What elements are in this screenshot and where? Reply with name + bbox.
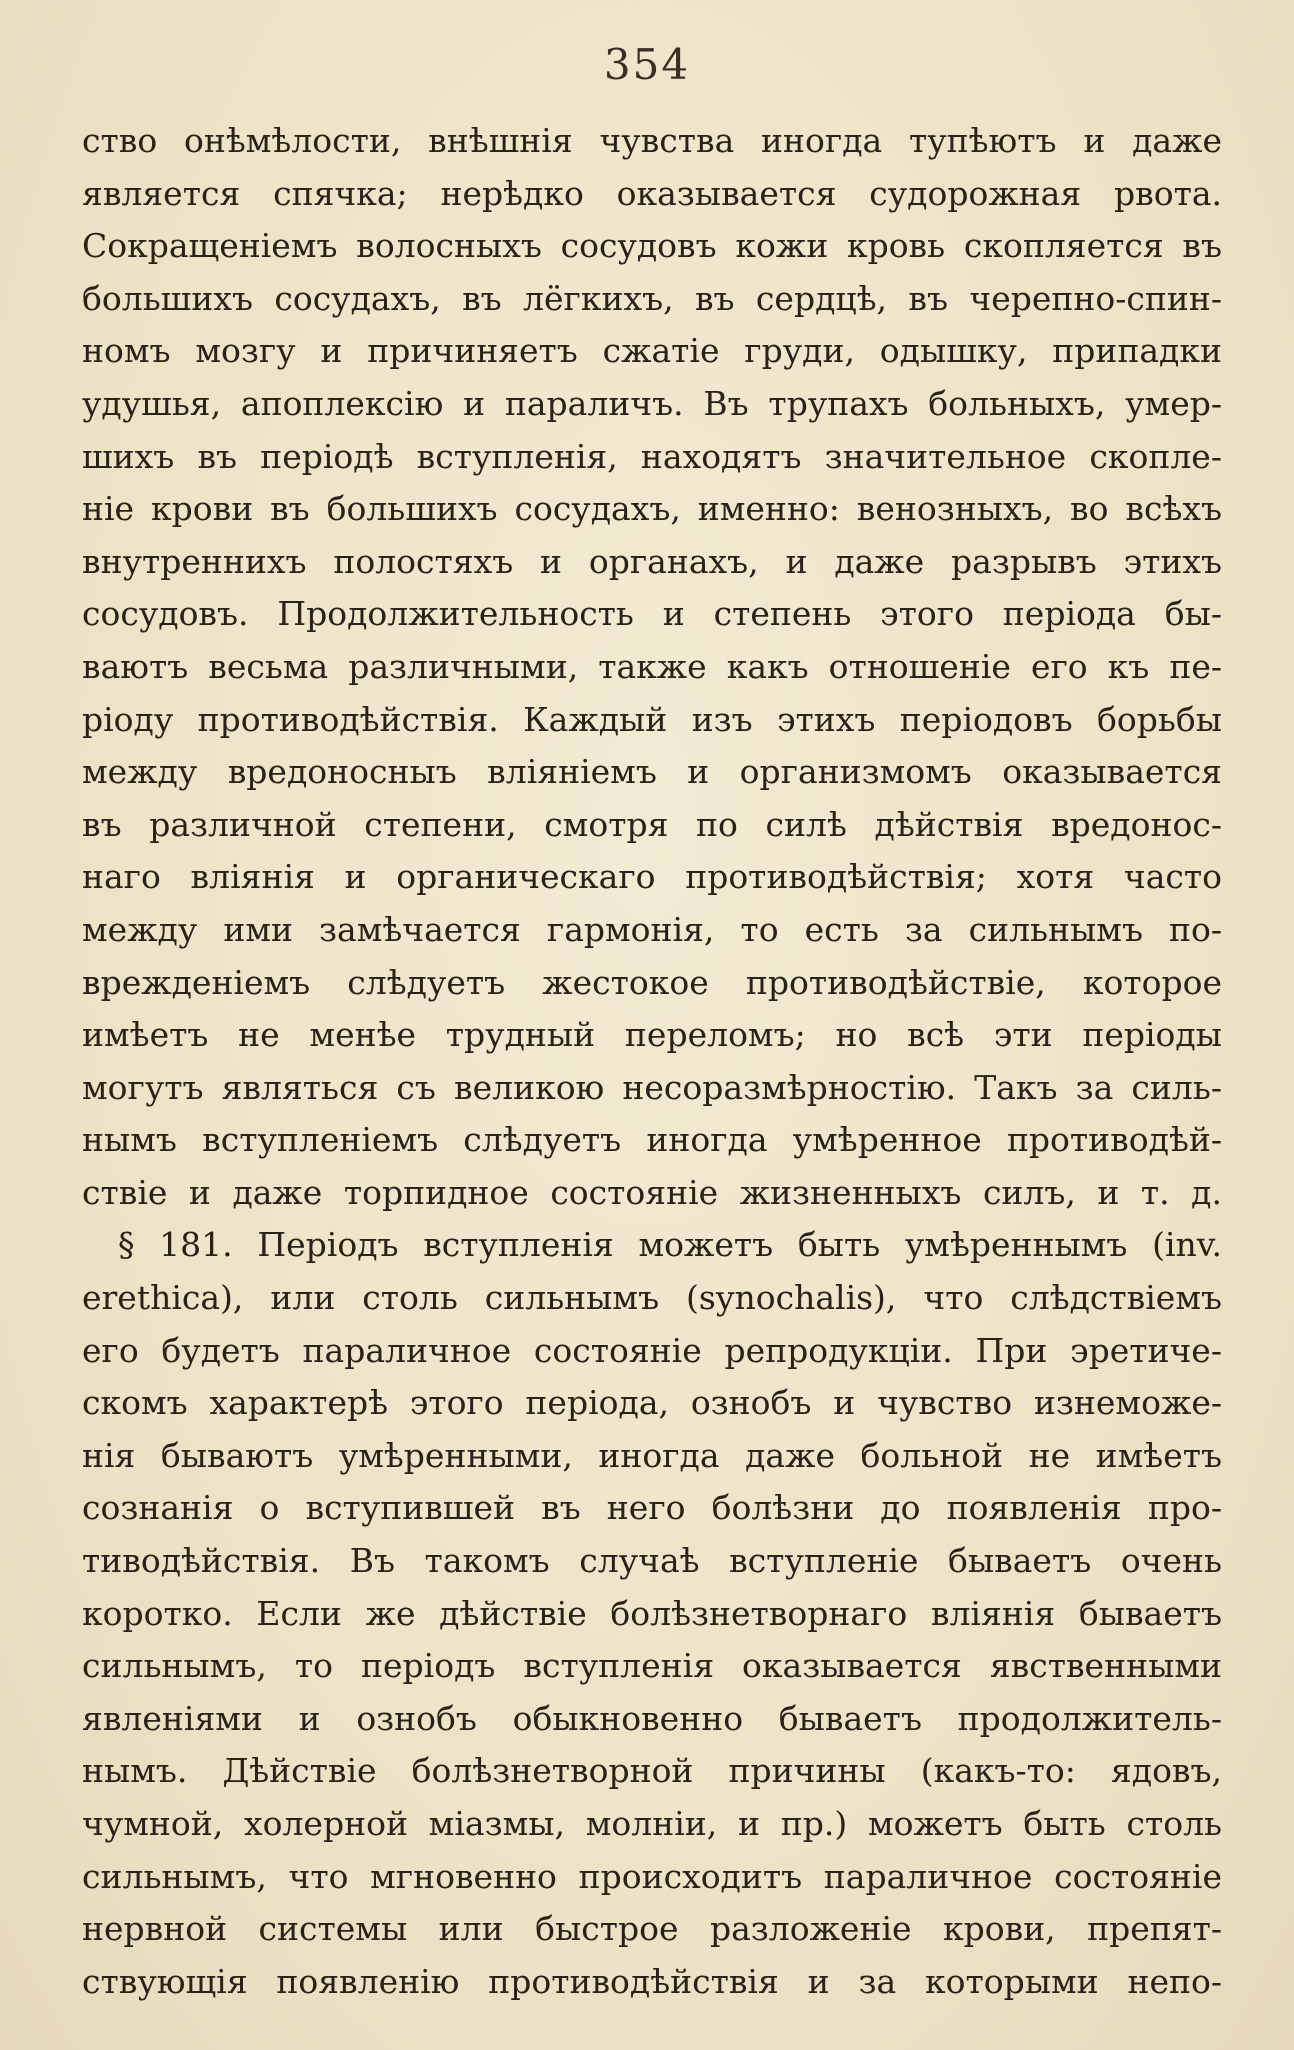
text-line: ство онѣмѣлости, внѣшнія чувства иногда тупѣютъ и даже [82,121,1222,160]
text-line: является спячка; нерѣдко оказывается судорожная рвота. [82,173,1222,213]
body-text [82,115,1222,2008]
text-line: явленіями и ознобъ обыкновенно бываетъ продолжитель- [82,1698,1222,1738]
text-line: erethica), или столь сильнымъ (synochalis), что слѣдствіемъ [82,1278,1222,1318]
text-line: шихъ въ періодѣ вступленія, находятъ значительное скопле- [82,436,1222,476]
text-line: нымъ вступленіемъ слѣдуетъ иногда умѣренное противодѣй- [82,1120,1222,1160]
text-line: между ими замѣчается гармонія, то есть за сильнымъ по- [82,909,1222,949]
text-line: наго вліянія и органическаго противодѣйствія; хотя часто [82,857,1222,897]
text-line: внутреннихъ полостяхъ и органахъ, и даже разрывъ этихъ [82,541,1222,581]
text-line: тиводѣйствія. Въ такомъ случаѣ вступленіе бываетъ очень [82,1541,1222,1581]
text-line: ствующія появленію противодѣйствія и за которыми непо- [82,1961,1222,2001]
text-line: нія бываютъ умѣренными, иногда даже больной не имѣетъ [82,1435,1222,1475]
text-line: большихъ сосудахъ, въ лёгкихъ, въ сердцѣ, въ черепно-спин- [82,278,1222,318]
text-line: Сокращеніемъ волосныхъ сосудовъ кожи кровь скопляется въ [82,226,1222,266]
text-line: нымъ. Дѣйствіе болѣзнетворной причины (какъ-то: ядовъ, [82,1751,1222,1791]
text-line: нервной системы или быстрое разложеніе крови, препят- [82,1909,1222,1949]
page-number: 354 [603,40,691,89]
text-line: удушья, апоплексію и параличъ. Въ трупахъ больныхъ, умер- [82,383,1222,423]
section-heading-line: § 181. Періодъ вступленія можетъ быть умѣреннымъ (inv. [118,1225,1222,1265]
text-line: ніе крови въ большихъ сосудахъ, именно: венозныхъ, во всѣхъ [82,489,1222,529]
text-line: врежденіемъ слѣдуетъ жестокое противодѣйствіе, которое [82,962,1222,1002]
text-line: между вредоносныъ вліяніемъ и организмомъ оказывается [82,752,1222,792]
text-line: ваютъ весьма различными, также какъ отношеніе его къ пе- [82,646,1222,686]
text-line: коротко. Если же дѣйствіе болѣзнетворнаго вліянія бываетъ [82,1593,1222,1633]
text-line: имѣетъ не менѣе трудный переломъ; но всѣ эти періоды [82,1015,1222,1055]
text-line: чумной, холерной міазмы, молніи, и пр.) можетъ быть столь [82,1804,1222,1843]
text-line: могутъ являться съ великою несоразмѣрностію. Такъ за силь- [82,1067,1222,1107]
text-line: скомъ характерѣ этого періода, ознобъ и чувство изнеможе- [82,1383,1222,1423]
text-line: сосудовъ. Продолжительность и степень этого періода бы- [82,594,1222,634]
text-line: въ различной степени, смотря по силѣ дѣйствія вредонос- [82,804,1222,844]
text-line: ріоду противодѣйствія. Каждый изъ этихъ періодовъ борьбы [82,699,1222,739]
text-line: ствіе и даже торпидное состояніе жизненныхъ силъ, и т. д. [82,1172,1222,1212]
text-line: его будетъ параличное состояніе репродукціи. При эретиче- [82,1330,1222,1370]
text-line: сильнымъ, то періодъ вступленія оказывается явственными [82,1646,1222,1686]
text-line: номъ мозгу и причиняетъ сжатіе груди, одышку, припадки [82,331,1222,371]
text-line: сильнымъ, что мгновенно происходитъ параличное состояніе [82,1856,1222,1896]
text-line: сознанія о вступившей въ него болѣзни до появленія про- [82,1488,1222,1528]
